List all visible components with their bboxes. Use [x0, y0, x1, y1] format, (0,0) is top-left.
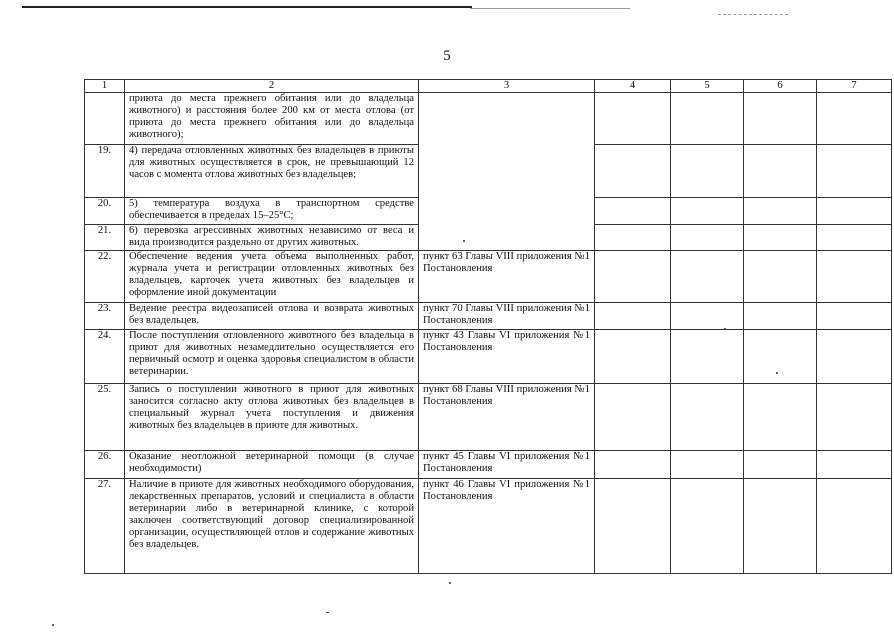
- empty-cell: [595, 384, 671, 451]
- scan-speck: [724, 328, 726, 330]
- table-row: [85, 451, 892, 479]
- empty-cell: [744, 251, 817, 303]
- top-rule-dashed: [718, 14, 788, 16]
- reference-cell: [419, 93, 595, 251]
- requirement-cell: 5) температура воздуха в транспортном средстве обеспечивается в пределах 15–25°С;: [125, 198, 419, 225]
- empty-cell: [671, 198, 744, 225]
- requirement-cell: Наличие в приюте для животных необходимого оборудования, лекарственных препаратов, условий и специалиста в области ветеринарии либо в ветеринарной клинике, с которой заключен соответствующий договор специализированной организации, осуществляющей отлов и содержание животных без владельцев.: [125, 479, 419, 574]
- row-number: 20.: [85, 198, 125, 225]
- empty-cell: [671, 384, 744, 451]
- reference-cell: пункт 46 Главы VI приложения №1 Постановления: [419, 479, 595, 574]
- table-row: [85, 93, 892, 145]
- requirement-cell: Ведение реестра видеозаписей отлова и возврата животных без владельцев.: [125, 303, 419, 330]
- row-number: 22.: [85, 251, 125, 303]
- reference-cell: пункт 70 Главы VIII приложения №1 Постановления: [419, 303, 595, 330]
- empty-cell: [671, 303, 744, 330]
- row-number: 23.: [85, 303, 125, 330]
- column-header: 1: [85, 80, 125, 93]
- requirement-cell: Запись о поступлении животного в приют для животных заносится согласно акту отлова животных без владельцев в специальный журнал учета поступления и движения животных без владельцев в приюте для животных.: [125, 384, 419, 451]
- scan-speck: [326, 612, 329, 613]
- column-header: 3: [419, 80, 595, 93]
- row-number: 25.: [85, 384, 125, 451]
- requirement-cell: 6) перевозка агрессивных животных независимо от веса и вида производится раздельно от других животных.: [125, 225, 419, 251]
- empty-cell: [744, 145, 817, 198]
- requirement-cell: 4) передача отловленных животных без владельцев в приюты для животных осуществляется в срок, не превышающий 12 часов с момента отлова животных без владельцев;: [125, 145, 419, 198]
- empty-cell: [595, 479, 671, 574]
- empty-cell: [671, 251, 744, 303]
- header-row: [85, 80, 892, 93]
- table-row: [85, 251, 892, 303]
- empty-cell: [671, 145, 744, 198]
- empty-cell: [595, 451, 671, 479]
- empty-cell: [744, 451, 817, 479]
- empty-cell: [744, 93, 817, 145]
- requirement-cell: После поступления отловленного животного без владельца в приют для животных незамедлительно осуществляется его первичный осмотр и оценка здоровья специалистом в области ветеринарии.: [125, 330, 419, 384]
- empty-cell: [817, 251, 892, 303]
- empty-cell: [595, 303, 671, 330]
- page-number: 5: [443, 48, 451, 64]
- column-header: 7: [817, 80, 892, 93]
- empty-cell: [744, 303, 817, 330]
- empty-cell: [671, 330, 744, 384]
- row-number: 24.: [85, 330, 125, 384]
- empty-cell: [595, 145, 671, 198]
- empty-cell: [744, 330, 817, 384]
- table-row: [85, 330, 892, 384]
- empty-cell: [817, 384, 892, 451]
- reference-cell: пункт 45 Главы VI приложения №1 Постановления: [419, 451, 595, 479]
- requirement-cell: Оказание неотложной ветеринарной помощи (в случае необходимости): [125, 451, 419, 479]
- empty-cell: [595, 198, 671, 225]
- reference-cell: пункт 68 Главы VIII приложения №1 Постановления: [419, 384, 595, 451]
- empty-cell: [744, 384, 817, 451]
- requirement-cell: приюта до места прежнего обитания или до владельца животного) и расстояния более 200 км от места отлова (от приюта до места прежнего обитания или до владельца животного);: [125, 93, 419, 145]
- empty-cell: [817, 198, 892, 225]
- checklist-table: [84, 79, 892, 574]
- empty-cell: [744, 198, 817, 225]
- table-row: [85, 384, 892, 451]
- empty-cell: [671, 451, 744, 479]
- empty-cell: [671, 479, 744, 574]
- column-header: 5: [671, 80, 744, 93]
- reference-cell: пункт 63 Главы VIII приложения №1 Постановления: [419, 251, 595, 303]
- row-number: 27.: [85, 479, 125, 574]
- top-rule-faint: [470, 8, 630, 9]
- table-row: [85, 479, 892, 574]
- table-row: [85, 303, 892, 330]
- scan-speck: [52, 624, 54, 626]
- empty-cell: [817, 451, 892, 479]
- row-number: 26.: [85, 451, 125, 479]
- empty-cell: [817, 479, 892, 574]
- top-rule: [22, 6, 472, 8]
- reference-cell: пункт 43 Главы VI приложения №1 Постановления: [419, 330, 595, 384]
- empty-cell: [817, 330, 892, 384]
- column-header: 4: [595, 80, 671, 93]
- scan-speck: [776, 372, 778, 374]
- scan-speck: [463, 240, 465, 242]
- row-number: 21.: [85, 225, 125, 251]
- empty-cell: [595, 225, 671, 251]
- empty-cell: [817, 225, 892, 251]
- empty-cell: [817, 93, 892, 145]
- requirement-cell: Обеспечение ведения учета объема выполненных работ, журнала учета и регистрации отловленных животных без владельцев, карточек учета животных без владельцев и оформление иной документации: [125, 251, 419, 303]
- empty-cell: [671, 93, 744, 145]
- empty-cell: [744, 225, 817, 251]
- row-number: 19.: [85, 145, 125, 198]
- column-header: 2: [125, 80, 419, 93]
- empty-cell: [744, 479, 817, 574]
- empty-cell: [817, 303, 892, 330]
- empty-cell: [595, 93, 671, 145]
- row-number: [85, 93, 125, 145]
- empty-cell: [595, 330, 671, 384]
- column-header: 6: [744, 80, 817, 93]
- empty-cell: [595, 251, 671, 303]
- empty-cell: [671, 225, 744, 251]
- empty-cell: [817, 145, 892, 198]
- scan-speck: [449, 582, 451, 584]
